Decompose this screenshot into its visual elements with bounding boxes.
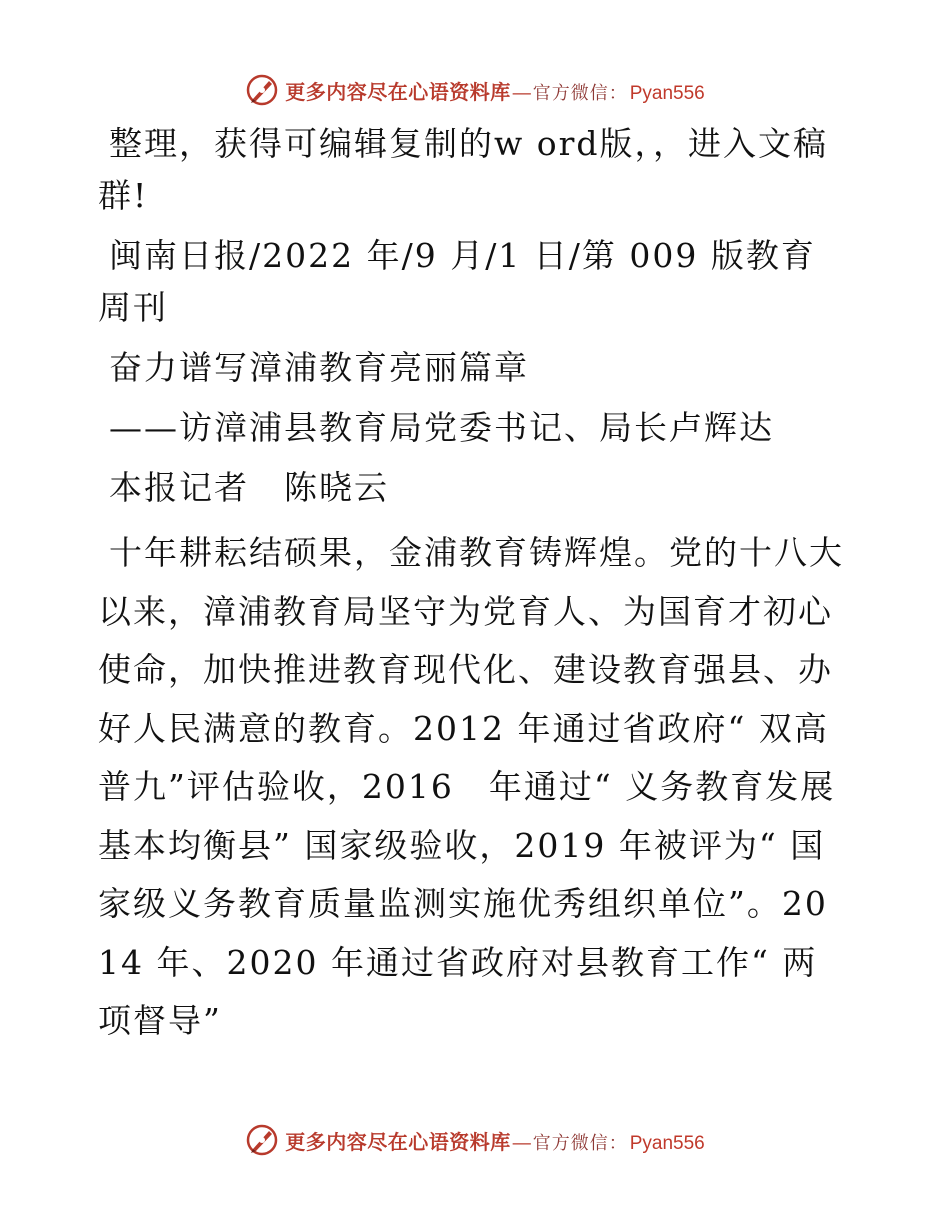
watermark-text [285, 76, 705, 105]
watermark-dash: — [511, 1129, 532, 1154]
watermark-official-text: 官方微信： [532, 1132, 628, 1154]
watermark-official-text: 官方微信： [532, 82, 628, 104]
body-paragraph: 十年耕耘结硕果，金浦教育铸辉煌。党的十八大以来，漳浦教育局坚守为党育人、为国育才初心使命，加快推进教育现代化、建设教育强县、办好人民满意的教育。2012 年通过省政府“ 双高普九”评估验收，2016 年通过“ 义务教育发展基本均衡县” 国家级验收，2019 年被评为“ 国家级义务教育质量监测实施优秀组织单位”。2014 年、2020 年通过省政府对县教育工作“ 两项督导” [98, 533, 844, 1040]
reporter-byline: 本报记者 陈晓云 [109, 468, 389, 507]
watermark-site-text: 更多内容尽在心语资料库 [285, 79, 511, 104]
document-body [98, 118, 850, 1059]
source-line: 闽南日报/2022 年/9 月/1 日/第 009 版教育周刊 [98, 236, 816, 327]
watermark-text [285, 1126, 705, 1155]
watermark-wechat-id: Pyan556 [629, 82, 705, 104]
watermark-site-text: 更多内容尽在心语资料库 [285, 1129, 511, 1154]
article-subtitle: ——访漳浦县教育局党委书记、局长卢辉达 [109, 408, 774, 447]
footer-watermark [0, 1118, 950, 1162]
quill-pen-logo-icon [245, 1123, 279, 1157]
article-title: 奋力谱写漳浦教育亮丽篇章 [109, 348, 529, 387]
watermark-dash: — [511, 79, 532, 104]
intro-paragraph: 整理，获得可编辑复制的w ord版，，进入文稿群! [98, 124, 829, 215]
quill-pen-logo-icon [245, 73, 279, 107]
watermark-wechat-id: Pyan556 [629, 1132, 705, 1154]
header-watermark [0, 68, 950, 112]
